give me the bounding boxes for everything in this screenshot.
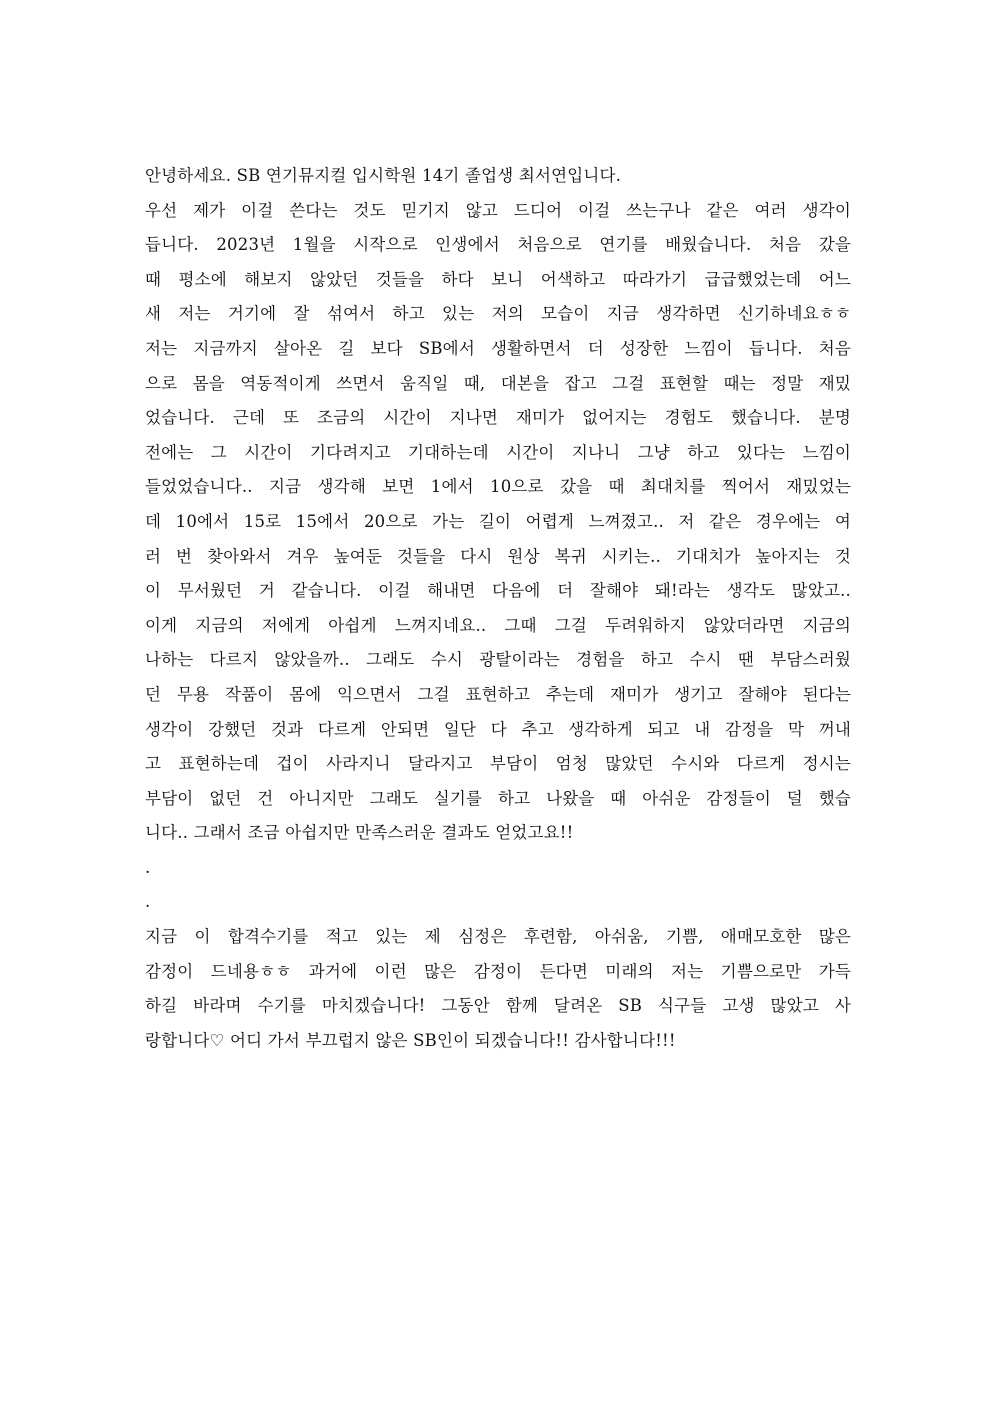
text-line: 우선 제가 이걸 쓴다는 것도 믿기지 않고 드디어 이걸 쓰는구나 같은 여러 생각이 <box>145 200 851 220</box>
text-line: 이 무서웠던 거 같습니다. 이걸 해내면 다음에 더 잘해야 돼!라는 생각도 많았고.. <box>145 581 851 601</box>
text-line: 때 평소에 해보지 않았던 것들을 하다 보니 어색하고 따라가기 급급했었는데 어느 <box>145 269 851 289</box>
text-line: 었습니다. 근데 또 조금의 시간이 지나면 재미가 없어지는 경험도 했습니다. 분명 <box>145 408 851 428</box>
body-text <box>145 159 851 1058</box>
text-line: 이게 지금의 저에게 아쉽게 느껴지네요.. 그때 그걸 두려워하지 않았더라면 지금의 <box>145 615 851 635</box>
text-line: 저는 지금까지 살아온 길 보다 SB에서 생활하면서 더 성장한 느낌이 듭니다. 처음 <box>145 338 851 358</box>
text-line: 니다.. 그래서 조금 아쉽지만 만족스러운 결과도 얻었고요!! <box>145 823 574 843</box>
text-line: . <box>145 857 151 877</box>
text-line: 전에는 그 시간이 기다려지고 기대하는데 시간이 지나니 그냥 하고 있다는 느낌이 <box>145 442 851 462</box>
text-line: 새 저는 거기에 잘 섞여서 하고 있는 저의 모습이 지금 생각하면 신기하네요ㅎㅎ <box>145 304 851 324</box>
text-line: 던 무용 작품이 몸에 익으면서 그걸 표현하고 추는데 재미가 생기고 잘해야 된다는 <box>145 684 851 704</box>
text-line: 감정이 드네용ㅎㅎ 과거에 이런 많은 감정이 든다면 미래의 저는 기쁨으로만 가득 <box>145 961 851 981</box>
text-line: . <box>145 892 151 912</box>
text-line: 랑합니다♡ 어디 가서 부끄럽지 않은 SB인이 되겠습니다!! 감사합니다!!! <box>145 1030 676 1050</box>
text-line: 들었었습니다.. 지금 생각해 보면 1에서 10으로 갔을 때 최대치를 찍어서 재밌었는 <box>145 477 851 497</box>
text-line: 생각이 강했던 것과 다르게 안되면 일단 다 추고 생각하게 되고 내 감정을 막 꺼내 <box>145 719 851 739</box>
text-line: 데 10에서 15로 15에서 20으로 가는 길이 어렵게 느껴졌고.. 저 같은 경우에는 여 <box>145 511 851 531</box>
text-line: 안녕하세요. SB 연기뮤지컬 입시학원 14기 졸업생 최서연입니다. <box>145 166 622 185</box>
text-line: 고 표현하는데 겁이 사라지니 달라지고 부담이 엄청 많았던 수시와 다르게 정시는 <box>145 754 851 774</box>
text-line: 나하는 다르지 않았을까.. 그래도 수시 광탈이라는 경험을 하고 수시 땐 부담스러웠 <box>145 650 851 670</box>
text-line: 지금 이 합격수기를 적고 있는 제 심정은 후련함, 아쉬움, 기쁨, 애매모호한 많은 <box>145 927 851 947</box>
text-line: 듭니다. 2023년 1월을 시작으로 인생에서 처음으로 연기를 배웠습니다. 처음 갔을 <box>145 235 851 255</box>
text-line: 부담이 없던 건 아니지만 그래도 실기를 하고 나왔을 때 아쉬운 감정들이 덜 했습 <box>145 788 851 808</box>
text-line: 하길 바라며 수기를 마치겠습니다! 그동안 함께 달려온 SB 식구들 고생 많았고 사 <box>145 996 851 1016</box>
text-line: 으로 몸을 역동적이게 쓰면서 움직일 때, 대본을 잡고 그걸 표현할 때는 정말 재밌 <box>145 373 851 393</box>
text-line: 러 번 찾아와서 겨우 높여둔 것들을 다시 원상 복귀 시키는.. 기대치가 높아지는 것 <box>145 546 851 566</box>
